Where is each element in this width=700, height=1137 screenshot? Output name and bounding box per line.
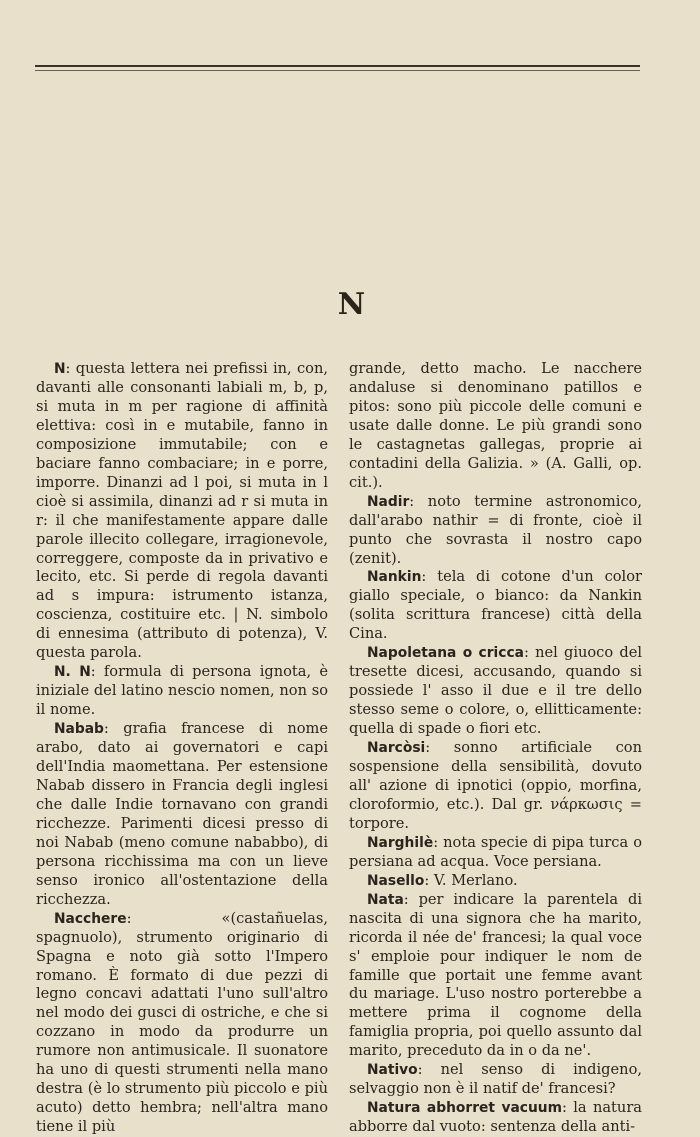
top-rule-thin [35,70,640,71]
entry-text: : V. Merlano. [424,871,518,889]
entry [349,644,642,739]
left-column [36,360,328,1137]
entry-text: : formula di persona ignota, è iniziale del latino nescio nomen, non so il nome. [36,663,329,719]
headword: Nasello [367,872,425,889]
headword: Nadir [367,493,410,510]
headword: Nabab [54,721,104,738]
entry-text: : nel giuoco del tresette dicesi, accusando, quando si possiede l' asso il due e il tre dello stesso seme o colore, o, ellitticamente: quella di spade o fiori etc. [349,644,642,738]
entry [349,568,642,644]
headword: Narcòsi [367,740,426,757]
headword: Napoletana o cricca [367,645,524,662]
headword: Nankin [367,569,422,586]
headword: N. N [54,664,91,681]
entry [349,1061,642,1099]
entry [36,720,328,910]
entry-text: : questa lettera nei prefissi in, con, davanti alle consonanti labiali m, b, p, si muta in m per ragione di affinità elettiva: così in e mutabile, fanno in composizione immutabile; con e baciare fanno combaciare; in e porre, imporre. Dinanzi ad l poi, si muta in l cioè si assimila, dinanzi ad r si muta in r: il che manifestamente appare dalle parole illecito collegare, irragionevole, correggere, composte da in privativo e lecito, etc. Si perde di regola davanti ad s impura: istrumento istanza, coscienza, costituire etc. | N. simbolo di ennesima (attributo di potenza), V. questa parola. [36,360,328,662]
entry [36,663,328,720]
entry [349,872,642,891]
entry-text: : tela di cotone d'un color giallo speciale, o bianco: da Nankin (solita scrittura francese) città della Cina. [349,568,642,643]
entry-continuation [349,360,642,493]
entry-text: : noto termine astronomico, dall'arabo nathir = di fronte, cioè il punto che sovrasta il nostro capo (zenit). [349,492,642,567]
entry-text: : sonno artificiale con sospensione della sensibilità, dovuto all' azione di ipnotici (oppio, morfina, cloroformio, etc.). Dal gr. νάρκωσις = torpore. [349,739,642,832]
entry-text: grande, detto macho. Le nacchere andaluse si denominano patillos e pitos: sono più piccole delle comuni e usate dalle donne. Le più grandi sono le castagnetas gallegas, proprie ai contadini della Galizia. » (A. Galli, op. cit.). [349,360,642,491]
entry [349,739,642,834]
entry [349,1099,642,1137]
headword: Narghilè [367,834,434,851]
top-rule [35,65,640,67]
entry [36,910,328,1137]
entry [349,891,642,1062]
right-column [349,360,642,1137]
entry [36,360,328,663]
headword: Nacchere [54,910,127,927]
entry [349,493,642,569]
entry-text: : nel senso di indigeno, selvaggio non è il natif de' francesi? [349,1061,642,1098]
headword: Natura abhorret vacuum [367,1100,562,1117]
entry [349,834,642,872]
headword: N [54,361,66,377]
entry-text: : per indicare la parentela di nascita di una signora che ha marito, ricorda il née de' francesi; la qual voce s' emploie pour indiquer le nom de famille que portait une femme avant du mariage. L'uso nostro porterebbe a mettere prima il cognome della famiglia propria, poi quello assunto dal marito, preceduto da in o da ne'. [349,890,642,1060]
entry-text: : grafia francese di nome arabo, dato ai governatori e capi dell'India maomettana. Per estensione Nabab dissero in Francia degli inglesi che dalle Indie tornavano con grandi ricchezze. Parimenti dicesi presso di noi Nabab (meno comune nababbo), di persona ricchissima ma con un lieve senso ironico all'ostentazione della ricchezza. [36,720,328,908]
entry-text: : la natura abborre dal vuoto: sentenza della anti- [349,1099,642,1136]
headword: Nata [367,891,404,908]
entry-text: : «(castañuelas, spagnuolo), strumento originario di Spagna e noto già sotto l'Impero romano. È formato di due pezzi di legno concavi adattati l'uno sull'altro nel modo dei gusci di ostriche, e che si cozzano in modo da produrre un rumore non antimusicale. Il suonatore ha uno di questi strumenti nella mano destra (è lo strumento più piccolo e più acuto) detto hembra; nell'altra mano tiene il più [36,909,328,1136]
headword: Nativo [367,1062,418,1079]
entry-text: : nota specie di pipa turca o persiana ad acqua. Voce persiana. [349,833,642,870]
section-letter: N [337,287,363,322]
